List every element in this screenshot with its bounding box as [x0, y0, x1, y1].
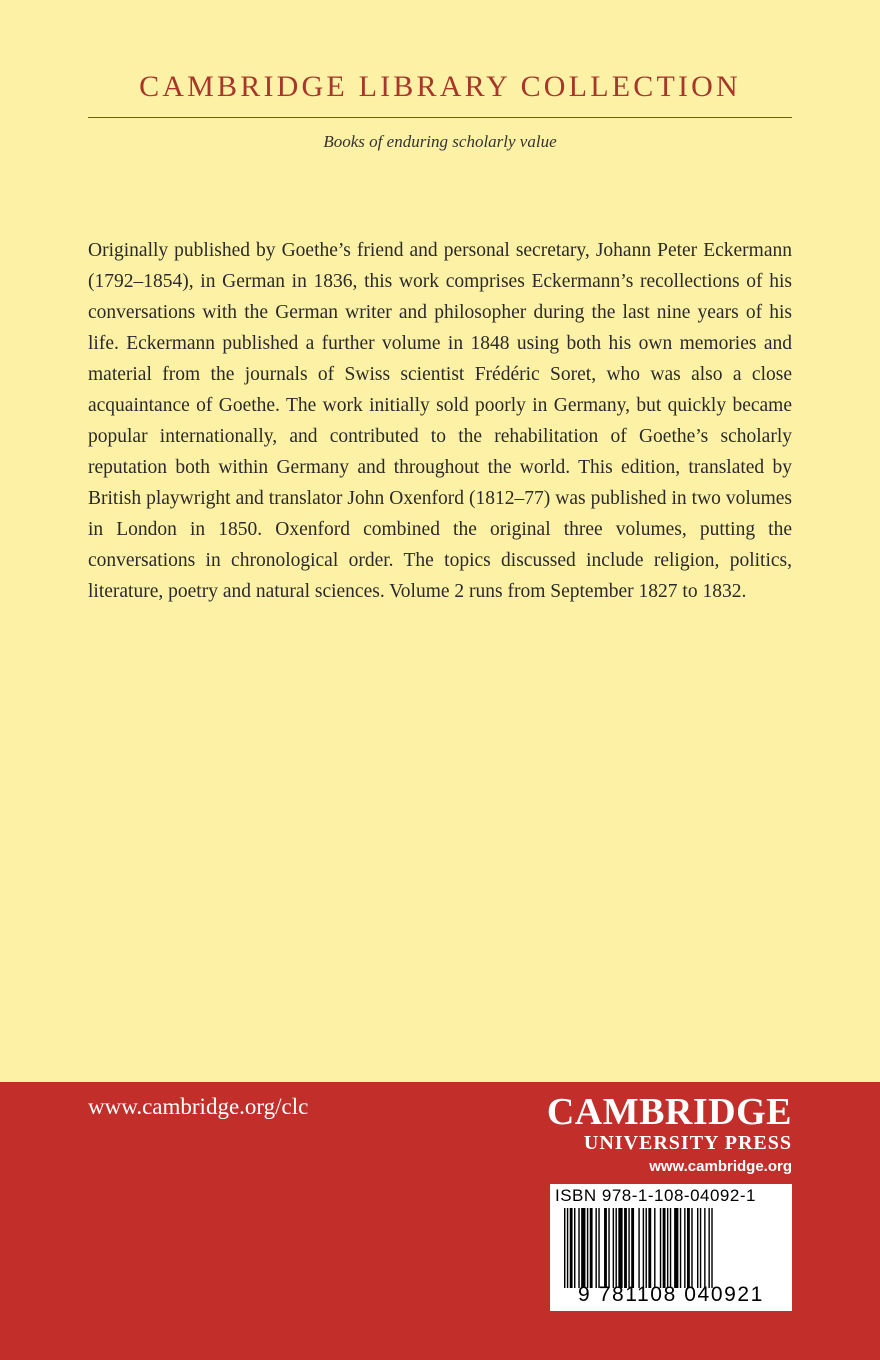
header-rule — [88, 117, 792, 118]
footer-band — [0, 1082, 880, 1360]
series-tagline: Books of enduring scholarly value — [323, 132, 557, 151]
series-url: www.cambridge.org/clc — [88, 1094, 309, 1119]
publisher-subtitle: UNIVERSITY PRESS — [583, 1132, 792, 1154]
publisher-logo — [547, 1092, 792, 1175]
barcode-number: 9 781108 040921 — [578, 1283, 764, 1306]
book-description: Originally published by Goethe’s friend and personal secretary, Johann Peter Eckermann (1792–1854), in German in 1836, this work comprises Eckermann’s recollections of his conversations with the German writer and philosopher during the last nine years of his life. Eckermann published a further volume in 1848 using both his own memories and material from the journals of Swiss scientist Frédéric Soret, who was also a close acquaintance of Goethe. The work initially sold poorly in Germany, but quickly became popular internationally, and contributed to the rehabilitation of Goethe’s scholarly reputation both within Germany and throughout the world. This edition, translated by British playwright and translator John Oxenford (1812–77) was published in two volumes in London in 1850. Oxenford combined the original three volumes, putting the conversations in chronological order. The topics discussed include religion, politics, literature, poetry and natural sciences. Volume 2 runs from September 1827 to 1832. — [88, 240, 792, 602]
series-title: CAMBRIDGE LIBRARY COLLECTION — [139, 70, 741, 103]
isbn-barcode — [550, 1184, 792, 1311]
barcode-bars-icon — [556, 1208, 786, 1288]
publisher-name: CAMBRIDGE — [546, 1091, 792, 1133]
isbn-label: ISBN 978-1-108-04092-1 — [555, 1186, 756, 1205]
publisher-url: www.cambridge.org — [649, 1158, 792, 1175]
